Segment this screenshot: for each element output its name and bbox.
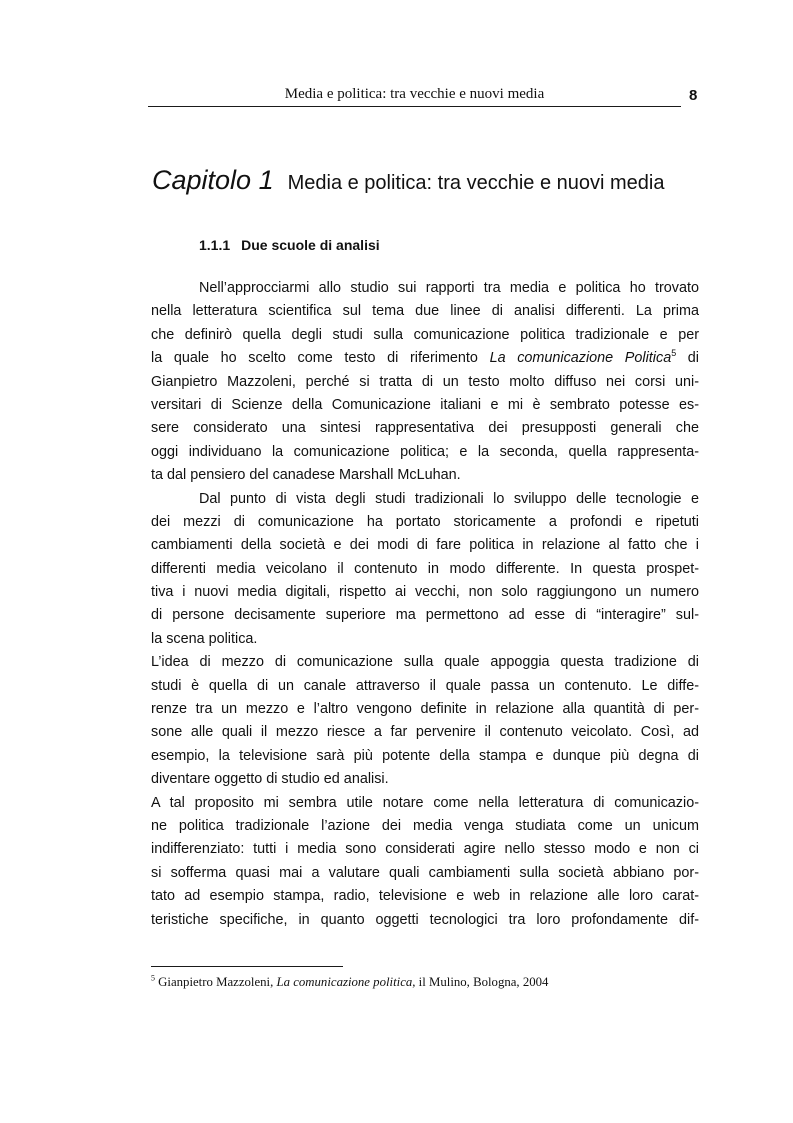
paragraph-line: renze tra un mezzo e l’altro vengono definite in relazione alla quantità di per- [151, 701, 699, 718]
paragraph-line: diventare oggetto di studio ed analisi. [151, 771, 389, 788]
line-text: di [676, 350, 699, 367]
chapter-heading [152, 165, 712, 196]
section-heading [199, 235, 380, 255]
paragraph-line: la scena politica. [151, 630, 258, 647]
paragraph-line: L’idea di mezzo di comunicazione sulla quale appoggia questa tradizione di [151, 654, 699, 671]
footnote-number: 5 [151, 973, 155, 983]
paragraph-line: ta dal pensiero del canadese Marshall McLuhan. [151, 467, 461, 484]
footnote-work-title: La comunicazione politica [276, 975, 413, 989]
paragraph-line-with-citation [151, 347, 699, 370]
chapter-title: Media e politica: tra vecchie e nuovi media [287, 172, 665, 194]
paragraph-line: esempio, la televisione sarà più potente della stampa e dunque più degna di [151, 747, 699, 764]
running-header [148, 84, 681, 107]
paragraph-line: dei mezzi di comunicazione ha portato storicamente a profondi e ripetuti [151, 513, 699, 530]
paragraph-line: di persone decisamente superiore ma permettono ad esse di “interagire” sul- [151, 607, 699, 624]
paragraph-line: tato ad esempio stampa, radio, televisione e web in relazione alle loro carat- [151, 888, 699, 905]
paragraph-line: Nell’approcciarmi allo studio sui rapporti tra media e politica ho trovato [199, 280, 699, 296]
paragraph-line: cambiamenti della società e dei modi di fare politica in relazione al fatto che i [151, 537, 699, 554]
footnote [151, 973, 548, 991]
footnote-publisher: , il Mulino, Bologna, 2004 [412, 975, 549, 989]
running-title: Media e politica: tra vecchie e nuovi media [284, 86, 545, 102]
body-text [151, 277, 699, 932]
paragraph-line: nella letteratura scientifica sul tema due linee di analisi differenti. La prima [151, 303, 699, 320]
paragraph-line: teristiche specifiche, in quanto oggetti tecnologici tra loro profondamente dif- [151, 911, 699, 928]
paragraph-line: studi è quella di un canale attraverso il quale passa un contenuto. Le diffe- [151, 677, 699, 694]
footnote-marker: 5 [671, 348, 677, 359]
paragraph-line: Dal punto di vista degli studi tradizionali lo sviluppo delle tecnologie e [199, 490, 699, 507]
paragraph-line: ne politica tradizionale l’azione dei media venga studiata come un unicum [151, 817, 699, 834]
section-number: 1.1.1 [199, 237, 231, 253]
paragraph-line: Gianpietro Mazzoleni, perché si tratta di un testo molto diffuso nei corsi uni- [151, 373, 699, 390]
paragraph-line: versitari di Scienze della Comunicazione italiani e mi è sembrato potesse es- [151, 396, 699, 413]
footnote-divider [151, 966, 343, 967]
page-number: 8 [689, 87, 698, 104]
paragraph-line: oggi individuano la comunicazione politica; e la seconda, quella rappresenta- [151, 443, 699, 460]
section-title: Due scuole di analisi [241, 237, 380, 253]
paragraph-line: si sofferma quasi mai a valutare quali cambiamenti sulla società abbiano por- [151, 864, 699, 881]
paragraph-line: differenti media veicolano il contenuto in modo differente. In questa prospet- [151, 560, 699, 577]
paragraph-line: A tal proposito mi sembra utile notare come nella letteratura di comunicazio- [151, 794, 699, 811]
paragraph-line: indifferenziato: tutti i media sono considerati agire nello stesso modo e non ci [151, 841, 699, 858]
chapter-label: Capitolo 1 [152, 165, 274, 195]
footnote-author: Gianpietro Mazzoleni, [154, 975, 277, 989]
paragraph-line: sone alle quali il mezzo riesce a far pervenire il contenuto veicolato. Così, ad [151, 724, 699, 741]
cited-work-title: La comunicazione Politica [489, 350, 672, 367]
line-text: la quale ho scelto come testo di riferimento [151, 350, 490, 367]
paragraph-line: che definirò quella degli studi sulla comunicazione politica tradizionale e per [151, 326, 699, 343]
paragraph-line: tiva i nuovi media digitali, rispetto ai vecchi, non solo raggiungono un numero [151, 584, 699, 601]
paragraph-line: sere considerato una sintesi rappresentativa dei presupposti generali che [151, 420, 699, 437]
